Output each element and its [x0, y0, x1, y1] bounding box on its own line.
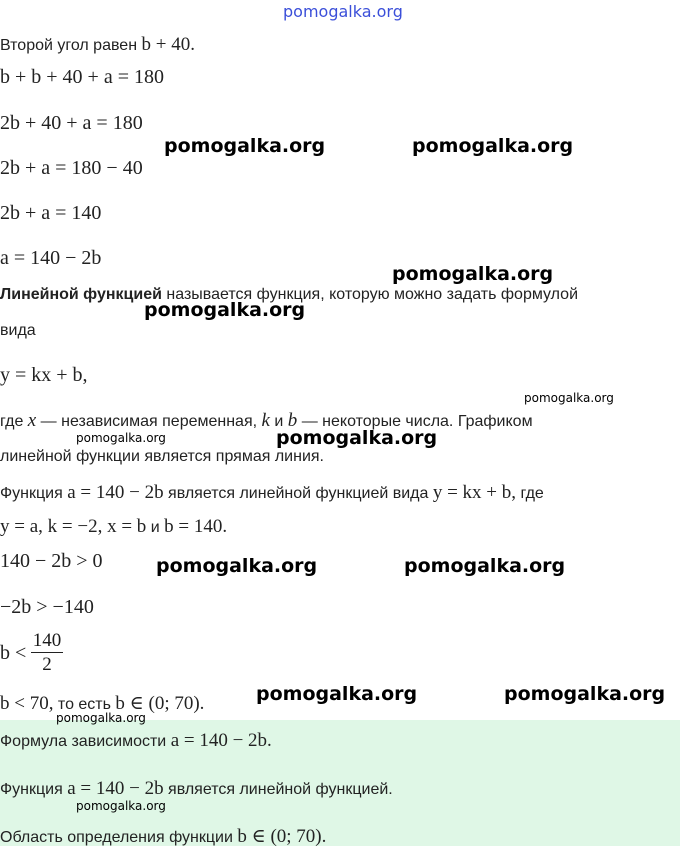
math: b = 140. [164, 516, 228, 537]
watermark: pomogalka.org [144, 299, 306, 321]
watermark: pomogalka.org [256, 683, 418, 705]
linear-formula: y = kx + b, [0, 364, 88, 386]
math-b: b [287, 410, 298, 431]
equation-5: a = 140 − 2b [0, 247, 102, 269]
watermark: pomogalka.org [56, 711, 146, 725]
text: и [269, 413, 288, 430]
math: y = a, k = −2, x = b [0, 516, 147, 537]
math: b + 40. [141, 34, 195, 55]
text: Второй угол равен [0, 37, 142, 54]
text: Область определения функции [0, 829, 238, 846]
text: то есть [53, 696, 116, 713]
definition-line-2: вида [0, 322, 36, 339]
math: b ∈ (0; 70). [115, 693, 205, 714]
inequality-1: 140 − 2b > 0 [0, 550, 103, 572]
denominator: 2 [42, 654, 52, 675]
answer-line-3 [0, 825, 326, 848]
answer-line-2 [0, 778, 393, 800]
watermark: pomogalka.org [412, 135, 574, 157]
fraction [31, 630, 64, 677]
where-line-1 [0, 410, 533, 432]
text: является линейной функцией вида [163, 485, 433, 502]
watermark: pomogalka.org [504, 683, 666, 705]
equation-4: 2b + a = 140 [0, 202, 102, 224]
watermark: pomogalka.org [156, 555, 318, 577]
watermark: pomogalka.org [76, 799, 166, 813]
math: a = 140 − 2b [67, 482, 164, 503]
watermark: pomogalka.org [76, 431, 166, 445]
watermark: pomogalka.org [276, 427, 438, 449]
equation-1: b + b + 40 + a = 180 [0, 66, 164, 88]
text: — независимая переменная, [36, 413, 262, 430]
function-line [0, 482, 544, 504]
where-line-2: линейной функции является прямая линия. [0, 448, 324, 465]
numerator: 140 [32, 630, 62, 651]
text: — некоторые числа. Графиком [297, 413, 533, 430]
watermark: pomogalka.org [404, 555, 566, 577]
math-k: k [261, 410, 270, 431]
watermark: pomogalka.org [392, 263, 554, 285]
watermark: pomogalka.org [524, 391, 614, 405]
text: и [146, 519, 165, 536]
equation-2: 2b + 40 + a = 180 [0, 112, 143, 134]
math: a = 140 − 2b. [170, 730, 272, 751]
definition-term: Линейной функцией [0, 286, 162, 303]
equation-3: 2b + a = 180 − 40 [0, 157, 143, 179]
inequality-3 [0, 630, 63, 677]
substitution-line [0, 516, 227, 538]
text: Функция [0, 485, 68, 502]
text: Формула зависимости [0, 733, 171, 750]
text: является линейной функцией. [163, 781, 393, 798]
math-x: x [27, 410, 37, 431]
inequality-2: −2b > −140 [0, 596, 94, 618]
math-lhs: b < [0, 642, 27, 664]
text: Функция [0, 781, 68, 798]
text: где [0, 413, 28, 430]
math: b ∈ (0; 70). [237, 826, 327, 847]
math: y = kx + b, [432, 482, 517, 503]
math: a = 140 − 2b [67, 778, 164, 799]
answer-line-1 [0, 730, 272, 752]
text: где [516, 485, 544, 502]
top-watermark: pomogalka.org [283, 2, 403, 21]
math: b < 70, [0, 693, 54, 714]
line-second-angle [0, 34, 195, 56]
definition-text: называется функция, которую можно задать формулой [161, 286, 579, 303]
watermark: pomogalka.org [164, 135, 326, 157]
